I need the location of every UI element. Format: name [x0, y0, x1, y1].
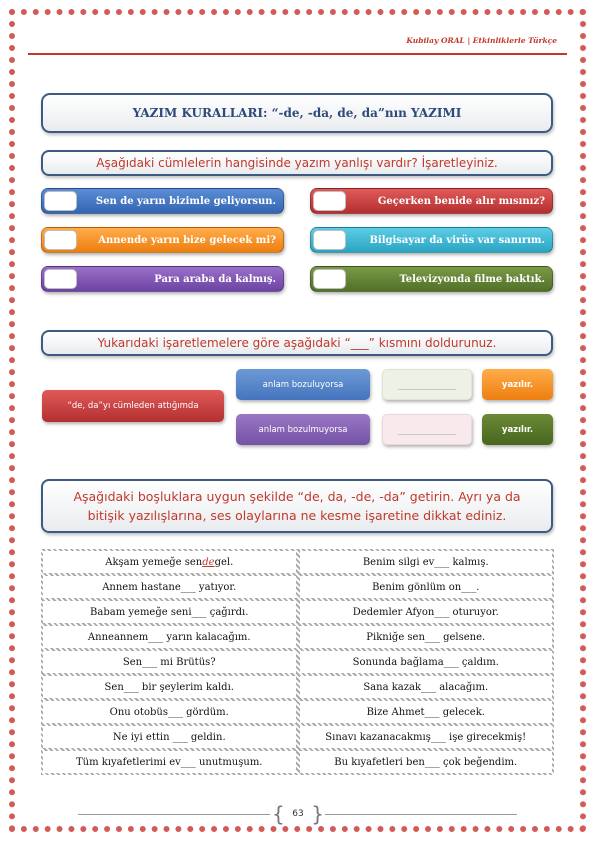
- instruction-3: Aşağıdaki boşluklara uygun şekilde “de, da, -de, -da” getirin. Ayrı ya da bitişik yazılışlarına, ses olaylarına ne kesme işaretine dikkat ediniz.: [41, 479, 553, 533]
- sentence-cell[interactable]: Bu kıyafetleri ben___ çok beğendim.: [300, 751, 553, 773]
- sentence-cell[interactable]: Bize Ahmet___ gelecek.: [300, 701, 553, 723]
- sentence-cell[interactable]: Sen___ bir şeylerim kaldı.: [43, 676, 296, 698]
- sentence-cell[interactable]: Ne iyi ettin ___ geldin.: [43, 726, 296, 748]
- option-2[interactable]: [310, 188, 553, 214]
- option-2-checkbox[interactable]: [313, 191, 346, 211]
- sentence-cell[interactable]: Sınavı kazanacakmış___ işe girecekmiş!: [300, 726, 553, 748]
- example-after: gel.: [214, 556, 234, 568]
- footer-line-right: [325, 814, 517, 815]
- sentence-cell[interactable]: Sen___ mi Brütüs?: [43, 651, 296, 673]
- option-1-checkbox[interactable]: [44, 191, 77, 211]
- worksheet-title: YAZIM KURALLARI: “-de, -da, de, da”nın YAZIMI: [41, 93, 553, 133]
- option-2-label: Geçerken benide alır mısınız?: [377, 195, 545, 207]
- option-4-checkbox[interactable]: [313, 230, 346, 250]
- option-4-label: Bilgisayar da virüs var sanırım.: [369, 234, 545, 246]
- result-label-1: yazılır.: [482, 369, 553, 400]
- fill-in-table: [41, 549, 554, 775]
- condition-box: “de, da”yı cümleden attığımda: [42, 390, 224, 422]
- sentence-cell[interactable]: Sana kazak___ alacağım.: [300, 676, 553, 698]
- option-5-label: Para araba da kalmış.: [154, 273, 276, 285]
- header-divider: [28, 53, 567, 55]
- answer-line-2: [398, 434, 456, 435]
- option-6-checkbox[interactable]: [313, 269, 346, 289]
- sentence-cell[interactable]: Benim gönlüm on___.: [300, 576, 553, 598]
- sentence-cell[interactable]: Tüm kıyafetlerimi ev___ unutmuşum.: [43, 751, 296, 773]
- sentence-cell[interactable]: Babam yemeğe seni___ çağırdı.: [43, 601, 296, 623]
- option-1-label: Sen de yarın bizimle geliyorsun.: [95, 195, 276, 207]
- example-sentence: [43, 551, 296, 573]
- option-3[interactable]: [41, 227, 284, 253]
- sentence-cell[interactable]: Dedemler Afyon___ oturuyor.: [300, 601, 553, 623]
- option-6[interactable]: [310, 266, 553, 292]
- answer-blank-1[interactable]: [382, 369, 472, 400]
- option-3-checkbox[interactable]: [44, 230, 77, 250]
- instruction-2: Yukarıdaki işaretlemelere göre aşağıdaki “___” kısmını doldurunuz.: [41, 330, 553, 356]
- sentence-cell[interactable]: Annem hastane___ yatıyor.: [43, 576, 296, 598]
- example-before: Akşam yemeğe sen: [105, 556, 203, 568]
- sentence-cell[interactable]: Onu otobüs___ gördüm.: [43, 701, 296, 723]
- option-5-checkbox[interactable]: [44, 269, 77, 289]
- sentence-cell[interactable]: Anneannem___ yarın kalacağım.: [43, 626, 296, 648]
- example-answer: de: [202, 556, 215, 568]
- page-number: { 63 }: [275, 802, 321, 826]
- page-footer: [0, 802, 595, 828]
- footer-line-left: [78, 814, 270, 815]
- option-4[interactable]: [310, 227, 553, 253]
- instruction-1: Aşağıdaki cümlelerin hangisinde yazım yanlışı vardır? İşaretleyiniz.: [41, 150, 553, 176]
- sentence-cell[interactable]: Benim silgi ev___ kalmış.: [300, 551, 553, 573]
- answer-blank-2[interactable]: [382, 414, 472, 445]
- case-meaning-intact: anlam bozulmuyorsa: [236, 414, 370, 445]
- answer-line-1: [398, 389, 456, 390]
- option-3-label: Annende yarın bize gelecek mi?: [98, 234, 276, 246]
- option-1[interactable]: [41, 188, 284, 214]
- option-5[interactable]: [41, 266, 284, 292]
- case-meaning-broken: anlam bozuluyorsa: [236, 369, 370, 400]
- header-brand: Kubilay ORAL | Etkinliklerle Türkçe: [406, 36, 557, 45]
- sentence-cell[interactable]: Pikniğe sen___ gelsene.: [300, 626, 553, 648]
- result-label-2: yazılır.: [482, 414, 553, 445]
- sentence-cell[interactable]: Sonunda bağlama___ çaldım.: [300, 651, 553, 673]
- option-6-label: Televizyonda filme baktık.: [399, 273, 545, 285]
